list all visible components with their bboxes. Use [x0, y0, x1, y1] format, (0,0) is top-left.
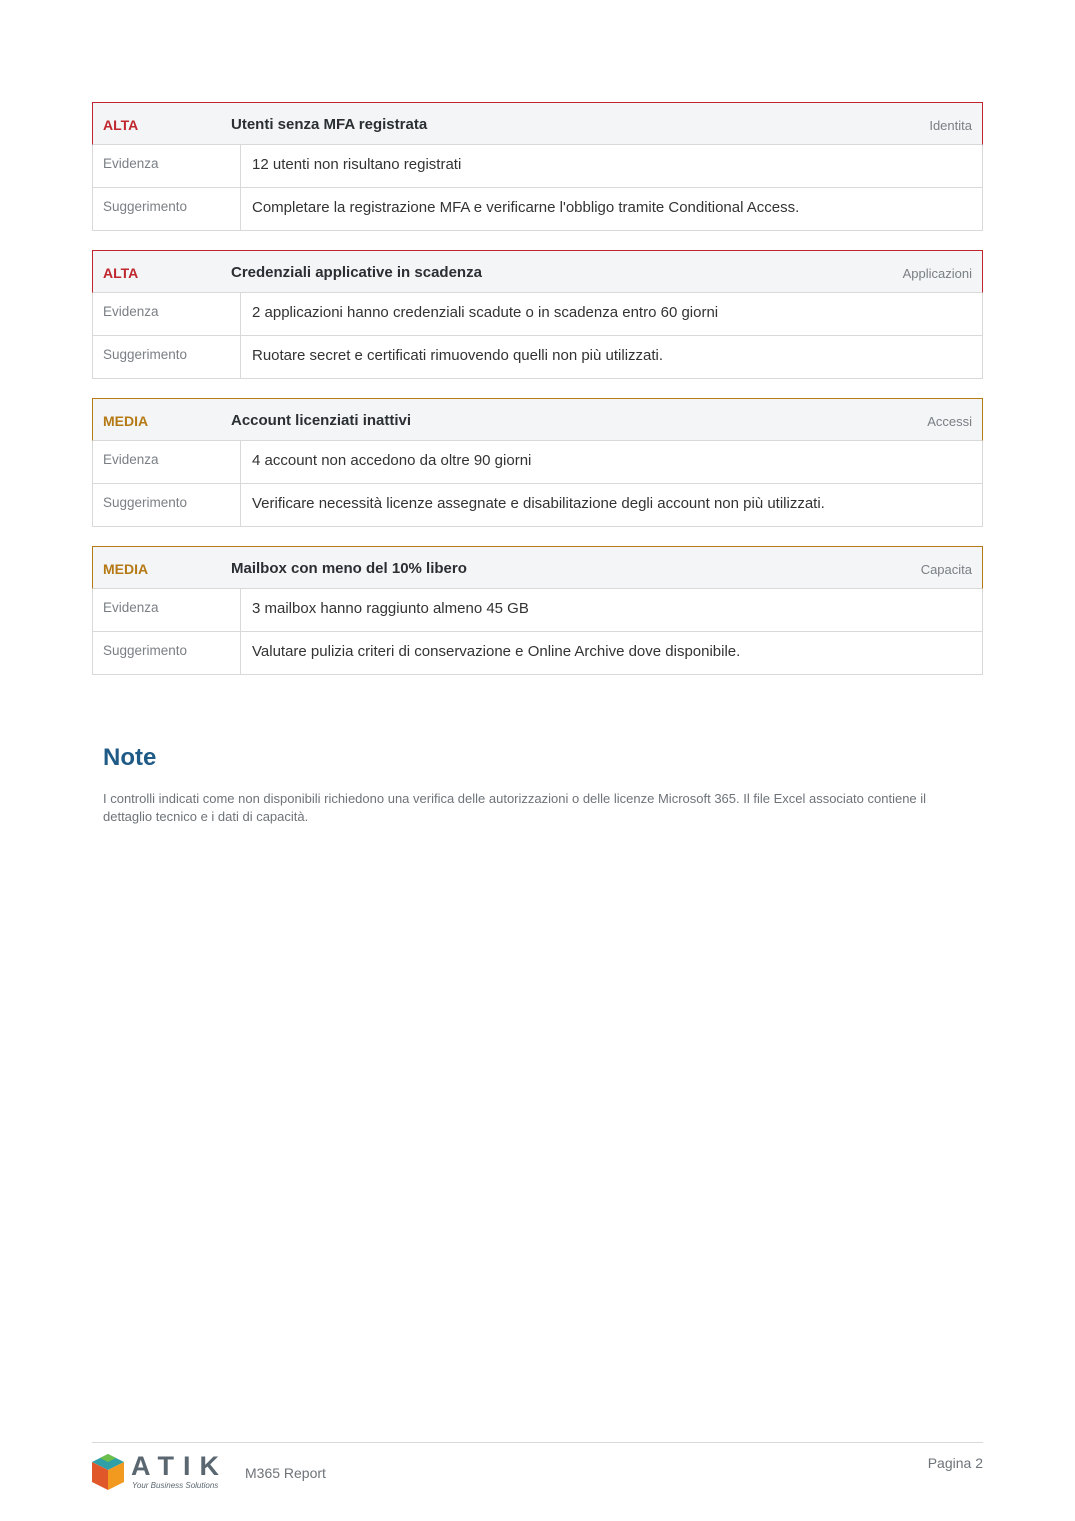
evidence-value: 2 applicazioni hanno credenziali scadute o in scadenza entro 60 giorni [252, 304, 719, 321]
finding-header [92, 102, 983, 145]
suggestion-row [92, 484, 983, 527]
finding-card [92, 250, 983, 379]
severity-badge: ALTA [103, 117, 139, 133]
finding-category: Capacita [920, 562, 972, 577]
note-text: I controlli indicati come non disponibili richiedono una verifica delle autorizzazioni o delle licenze Microsoft 365. Il file Excel associato contiene il dettaglio tecnico e i dati di capacità. [103, 791, 927, 824]
finding-title: Mailbox con meno del 10% libero [231, 560, 467, 577]
finding-card [92, 102, 983, 231]
evidence-row [92, 589, 983, 632]
suggestion-row [92, 188, 983, 231]
suggestion-value: Ruotare secret e certificati rimuovendo quelli non più utilizzati. [252, 347, 664, 364]
suggestion-label: Suggerimento [93, 336, 241, 378]
finding-category: Applicazioni [902, 266, 972, 281]
finding-title: Utenti senza MFA registrata [231, 116, 428, 133]
finding-header [92, 546, 983, 589]
evidence-value: 12 utenti non risultano registrati [252, 156, 462, 173]
logo-wordmark: ATIK [131, 1451, 228, 1481]
suggestion-value: Valutare pulizia criteri di conservazione e Online Archive dove disponibile. [252, 643, 741, 660]
severity-badge: MEDIA [103, 561, 149, 577]
evidence-value: 3 mailbox hanno raggiunto almeno 45 GB [252, 600, 529, 617]
finding-header [92, 398, 983, 441]
evidence-row [92, 145, 983, 188]
suggestion-row [92, 336, 983, 379]
suggestion-label: Suggerimento [93, 188, 241, 230]
finding-category: Accessi [927, 414, 972, 429]
footer-divider [92, 1442, 983, 1443]
note-heading: Note [103, 744, 157, 771]
evidence-row [92, 293, 983, 336]
evidence-label: Evidenza [93, 145, 241, 187]
finding-title: Credenziali applicative in scadenza [231, 264, 482, 281]
findings-list [92, 102, 983, 694]
evidence-label: Evidenza [93, 589, 241, 631]
suggestion-label: Suggerimento [93, 632, 241, 674]
page-number: Pagina 2 [927, 1455, 983, 1471]
severity-badge: MEDIA [103, 413, 149, 429]
finding-header [92, 250, 983, 293]
evidence-row [92, 441, 983, 484]
finding-card [92, 398, 983, 527]
evidence-label: Evidenza [93, 441, 241, 483]
suggestion-label: Suggerimento [93, 484, 241, 526]
evidence-value: 4 account non accedono da oltre 90 giorni [252, 452, 532, 469]
finding-title: Account licenziati inattivi [231, 412, 412, 429]
finding-card [92, 546, 983, 675]
severity-badge: ALTA [103, 265, 139, 281]
finding-category: Identita [929, 118, 972, 133]
report-label: M365 Report [245, 1465, 326, 1481]
suggestion-value: Verificare necessità licenze assegnate e disabilitazione degli account non più utilizzati. [252, 495, 825, 512]
logo-tagline: Your Business Solutions [132, 1481, 219, 1490]
suggestion-value: Completare la registrazione MFA e verificarne l'obbligo tramite Conditional Access. [252, 199, 800, 216]
suggestion-row [92, 632, 983, 675]
evidence-label: Evidenza [93, 293, 241, 335]
